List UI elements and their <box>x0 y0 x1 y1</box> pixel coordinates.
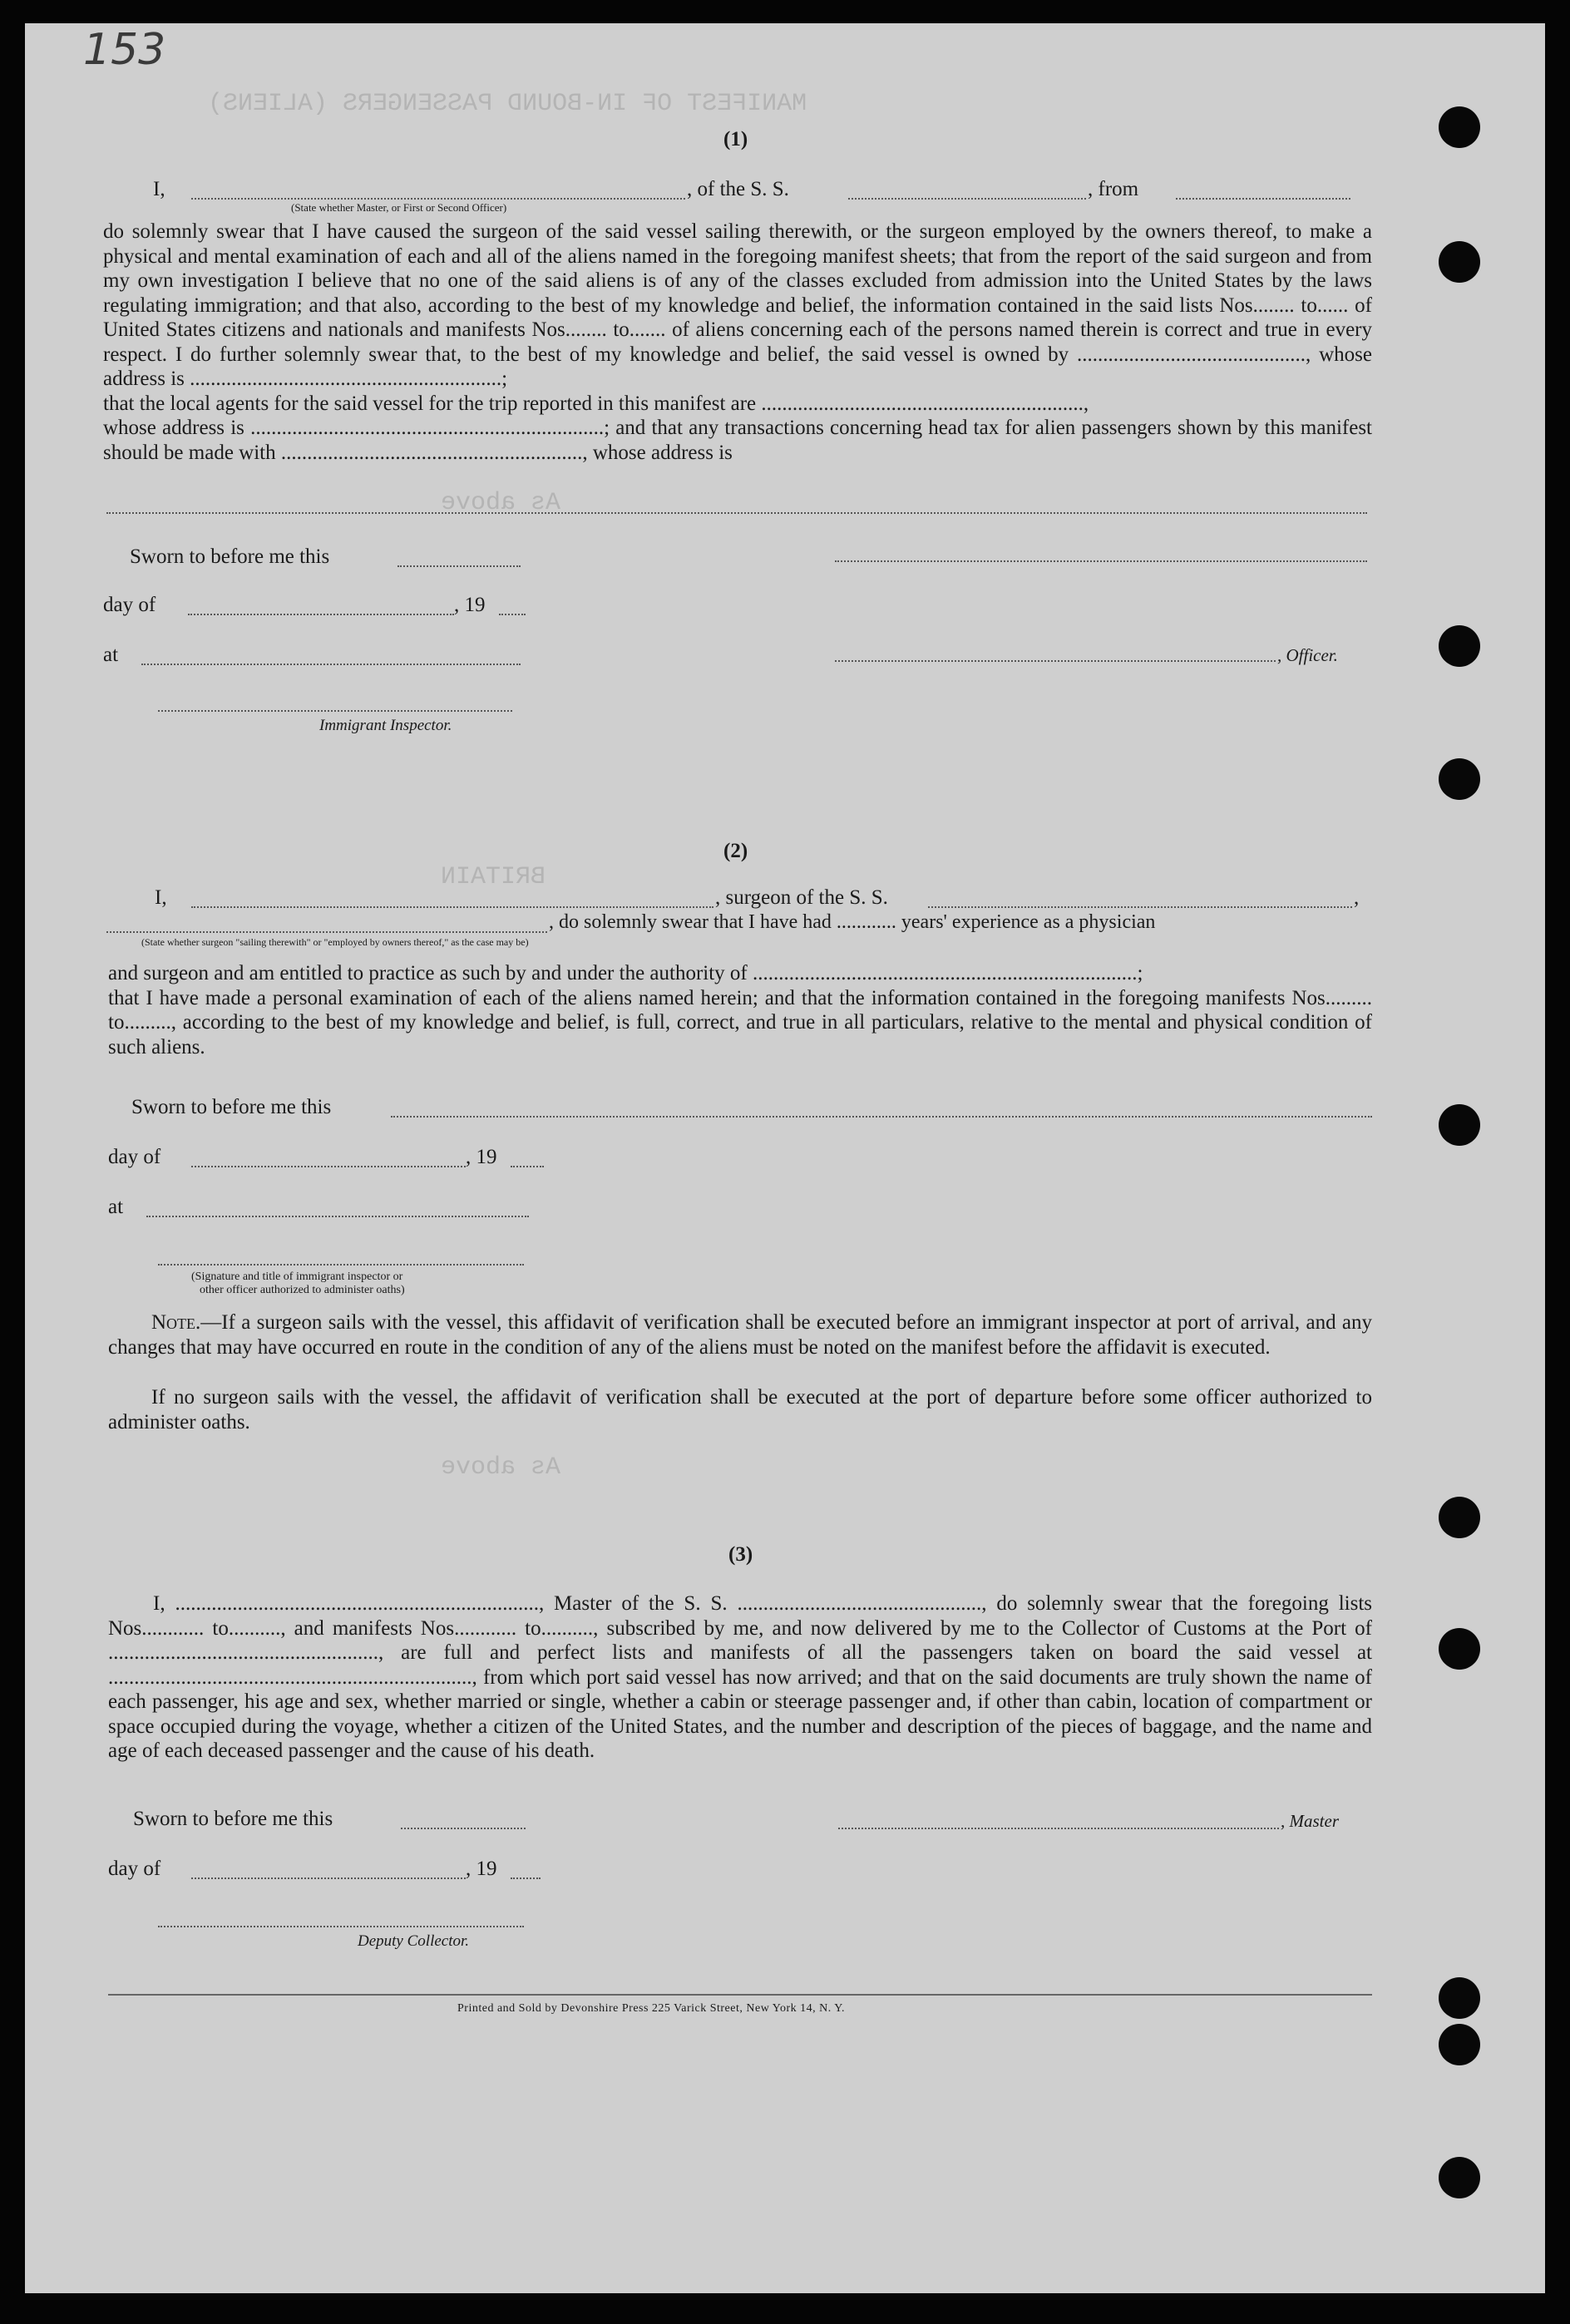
surgeon-witness-signature-field <box>158 1264 524 1266</box>
section-3-year-prefix: , 19 <box>466 1858 497 1880</box>
section-2-day-of: day of <box>108 1146 161 1168</box>
section-1-at: at <box>103 644 119 666</box>
printer-footer: Printed and Sold by Devonshire Press 225 Varick Street, New York 14, N. Y. <box>457 2002 846 2015</box>
section-2-body: and surgeon and am entitled to practice as such by and under the authority of ..........................................................................; that I have made a personal examination of each of the aliens named herein; and that the information contained in the foregoing manifests Nos......... to........., according to the best of my knowledge and belief, is full, correct, and true in all particulars, relative to the mental and physical condition of such aliens. <box>108 962 1372 1058</box>
surgeon-ship-field <box>928 906 1352 908</box>
collector-signature-field <box>158 1926 524 1927</box>
section-2-sworn: Sworn to before me this <box>131 1096 332 1118</box>
sworn-day-field <box>397 565 521 567</box>
signature-caption-1: (Signature and title of immigrant inspector or <box>191 1271 403 1283</box>
month-field <box>188 614 454 615</box>
inspector-signature-field <box>158 710 512 712</box>
immigrant-inspector-label: Immigrant Inspector. <box>319 717 452 734</box>
surgeon-month-field <box>191 1166 466 1167</box>
section-3-number: (3) <box>728 1543 753 1566</box>
master-sworn-day-field <box>401 1828 526 1829</box>
footer-rule <box>108 1994 1372 1996</box>
note-label: Note. <box>151 1311 201 1334</box>
note-text: —If a surgeon sails with the vessel, this affidavit of verification shall be executed before an immigrant inspector at port of arrival, and any changes that may have occurred en route in the condition of any of the aliens must be noted on the manifest before the affidavit is executed. <box>108 1311 1372 1359</box>
bleed-through-text: As above <box>441 489 561 517</box>
signature-caption-2: other officer authorized to administer oaths) <box>200 1284 405 1296</box>
section-1-number: (1) <box>723 128 748 150</box>
deputy-collector-label: Deputy Collector. <box>358 1932 470 1950</box>
agent-address-field <box>106 512 1367 514</box>
surgeon-name-field <box>191 906 713 908</box>
handwritten-page-number: 153 <box>83 25 166 75</box>
section-3-day-of: day of <box>108 1858 161 1880</box>
section-1-sworn: Sworn to before me this <box>130 545 330 568</box>
section-2-caption: (State whether surgeon "sailing therewith" or "employed by owners thereof," as the case may be) <box>141 936 529 948</box>
section-2-number: (2) <box>723 840 748 862</box>
year-field <box>499 614 526 615</box>
section-1-body: do solemnly swear that I have caused the surgeon of the said vessel sailing therewith, or the surgeon employed by the owners thereof, to make a physical and mental examination of each and all of the aliens named in the foregoing manifest sheets; that from the report of the said surgeon and from my own investigation I believe that no one of the said aliens is of any of the classes excluded from admission into the United States by the laws regulating immigration; and that also, according to the best of my knowledge and belief, the information contained in the said lists Nos........ to...... of United States citizens and nationals and manifests Nos........ to....... of aliens concerning each of the persons named therein is correct and true in every respect. I do further solemnly swear that, to the best of my knowledge and belief, the said vessel is owned by ............................................, whose address is ............................................................; that the local agents for the said vessel for the trip reported in this manifest are .............................................................., whose address is ....................................................................; and that any transactions concerning head tax for alien passengers shown by this manifest should be made with .........................................................., whose address is <box>103 220 1372 464</box>
section-1-line-1-mid: , of the S. S. <box>687 178 789 200</box>
punch-hole <box>1439 758 1480 800</box>
bleed-through-text: MANIFEST OF IN-BOUND PASSENGERS (ALIENS) <box>208 90 807 118</box>
punch-hole <box>1439 1628 1480 1670</box>
officer-signature-top-field <box>835 560 1367 562</box>
section-1-line-1-start: I, <box>153 178 165 200</box>
bleed-through-text: As above <box>441 1453 561 1482</box>
master-month-field <box>191 1877 466 1879</box>
section-2-line-1-start: I, <box>155 886 167 909</box>
officer-signature-field <box>835 660 1276 662</box>
manifest-back-page <box>25 23 1545 2293</box>
section-1-line-1-end: , from <box>1088 178 1139 200</box>
section-1-day-of: day of <box>103 594 156 616</box>
surgeon-sworn-day-field <box>391 1116 1372 1118</box>
section-1-caption: (State whether Master, or First or Second Officer) <box>291 201 507 214</box>
sworn-place-field <box>141 664 521 665</box>
section-2-line-1-mid: , surgeon of the S. S. <box>715 886 888 909</box>
section-2-line-1-end: , <box>1354 886 1360 909</box>
section-3-body: I, ......................................................................, Master of the S. S. ..............................................., do solemnly swear that the foregoing lists Nos............ to.........., and manifests Nos............ to.........., subscribed by me, and now delivered by me to the Collector of Customs at the Port of ...................................................., are full and perfect lists and manifests of all the passengers taken on board the said vessel at ......................................................................, from which port said vessel has now arrived; and that on the said documents are truly shown the name of each passenger, his age and sex, whether married or single, whether a cabin or steerage passenger and, if other than cabin, location of compartment or space occupied during the voyage, whether a citizen of the United States, and the number and description of the pieces of baggage, and the name and age of each deceased passenger and the cause of his death. <box>108 1592 1372 1762</box>
punch-hole <box>1439 2024 1480 2065</box>
section-2-at: at <box>108 1196 124 1218</box>
section-2-year-prefix: , 19 <box>466 1146 497 1168</box>
section-1-year-prefix: , 19 <box>454 594 486 616</box>
punch-hole <box>1439 1104 1480 1146</box>
master-signature-field <box>838 1828 1279 1829</box>
surgeon-year-field <box>511 1166 544 1167</box>
from-port-field <box>1176 198 1350 200</box>
section-2-line-2: , do solemnly swear that I have had ............ years' experience as a physician <box>549 911 1156 933</box>
master-label: , Master <box>1281 1811 1339 1831</box>
surgeon-type-field <box>106 931 547 933</box>
note-paragraph <box>108 1310 1372 1359</box>
bleed-through-text: BRITAIN <box>441 863 546 891</box>
section-3-sworn: Sworn to before me this <box>133 1808 333 1830</box>
punch-hole <box>1439 625 1480 667</box>
punch-hole <box>1439 1977 1480 2019</box>
master-name-field <box>191 198 685 200</box>
punch-hole <box>1439 1497 1480 1538</box>
punch-hole <box>1439 106 1480 148</box>
ship-name-field <box>848 198 1086 200</box>
officer-label: , Officer. <box>1277 645 1338 665</box>
master-year-field <box>511 1877 541 1879</box>
note-paragraph-2: If no surgeon sails with the vessel, the affidavit of verification shall be executed at the port of departure before some officer authorized to administer oaths. <box>108 1386 1372 1433</box>
surgeon-place-field <box>146 1216 529 1217</box>
punch-hole <box>1439 2157 1480 2198</box>
punch-hole <box>1439 241 1480 283</box>
